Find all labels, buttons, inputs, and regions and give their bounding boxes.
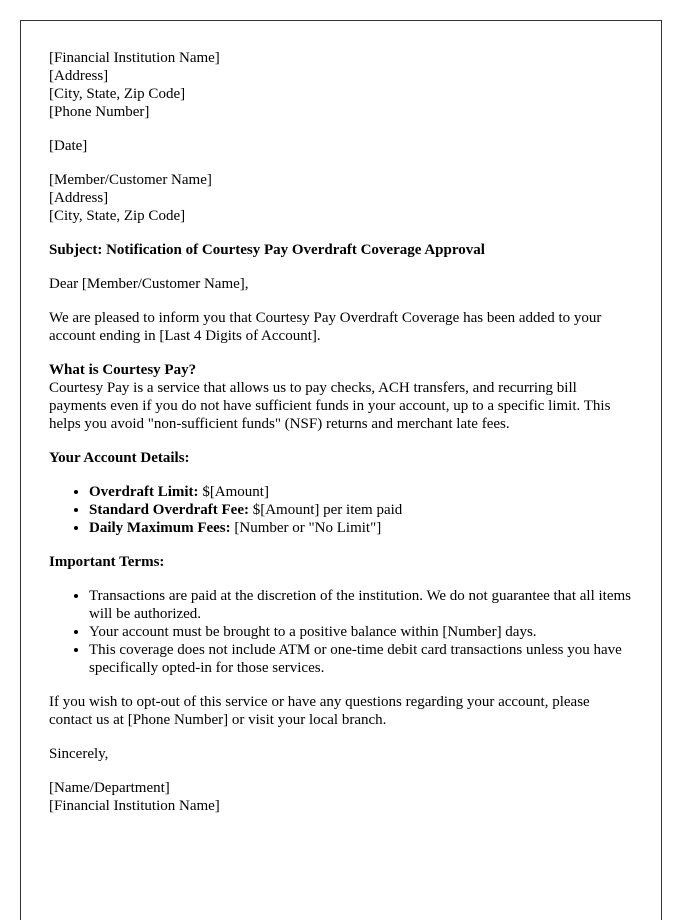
salutation: Dear [Member/Customer Name], [49,276,249,292]
sender-address: [Address] [49,68,109,84]
sender-phone: [Phone Number] [49,104,150,120]
signature-name-department: [Name/Department] [49,780,170,796]
account-detail-value: $[Amount] [198,484,269,500]
closing-paragraph: If you wish to opt-out of this service or have any questions regarding your account, please contact us at [Phone Number] or visit your local branch. [49,694,590,728]
recipient-address: [Address] [49,190,109,206]
letter-date: [Date] [49,138,88,154]
intro-paragraph: We are pleased to inform you that Courtesy Pay Overdraft Coverage has been added to your account ending in [Last 4 Digits of Account]. [49,310,602,344]
sender-institution-name: [Financial Institution Name] [49,50,220,66]
letter-document [20,20,662,920]
what-is-section [49,361,633,433]
letter-viewport [20,20,662,814]
account-details-list [49,483,633,537]
signature-institution-name: [Financial Institution Name] [49,798,220,814]
account-detail-item [89,519,633,537]
signature-block [49,779,633,815]
sender-city-state-zip: [City, State, Zip Code] [49,86,186,102]
sender-address-block [49,49,633,121]
what-is-body: Courtesy Pay is a service that allows us to pay checks, ACH transfers, and recurring bill payments even if you do not have sufficient funds in your account, up to a specific limit. This helps you avoid "non-sufficient funds" (NSF) returns and merchant late fees. [49,380,611,432]
important-terms-heading: Important Terms: [49,554,165,570]
account-detail-label: Standard Overdraft Fee: [89,502,249,518]
account-detail-label: Daily Maximum Fees: [89,520,231,536]
term-item: • This coverage does not include ATM or one-time debit card transactions unless you have specifically opted-in for those services. [89,641,633,677]
account-detail-value: [Number or "No Limit"] [230,520,382,536]
recipient-city-state-zip: [City, State, Zip Code] [49,208,186,224]
what-is-heading: What is Courtesy Pay? [49,362,197,378]
account-detail-item [89,501,633,519]
sign-off: Sincerely, [49,746,109,762]
important-terms-list [49,587,633,677]
term-item: • Transactions are paid at the discretion of the institution. We do not guarantee that all items will be authorized. [89,587,633,623]
account-details-heading: Your Account Details: [49,450,190,466]
term-item: • Your account must be brought to a positive balance within [Number] days. [89,623,633,641]
account-detail-value: $[Amount] per item paid [248,502,403,518]
account-detail-label: Overdraft Limit: [89,484,199,500]
recipient-address-block [49,171,633,225]
recipient-name: [Member/Customer Name] [49,172,212,188]
subject-line: Subject: Notification of Courtesy Pay Overdraft Coverage Approval [49,242,485,258]
account-detail-item [89,483,633,501]
